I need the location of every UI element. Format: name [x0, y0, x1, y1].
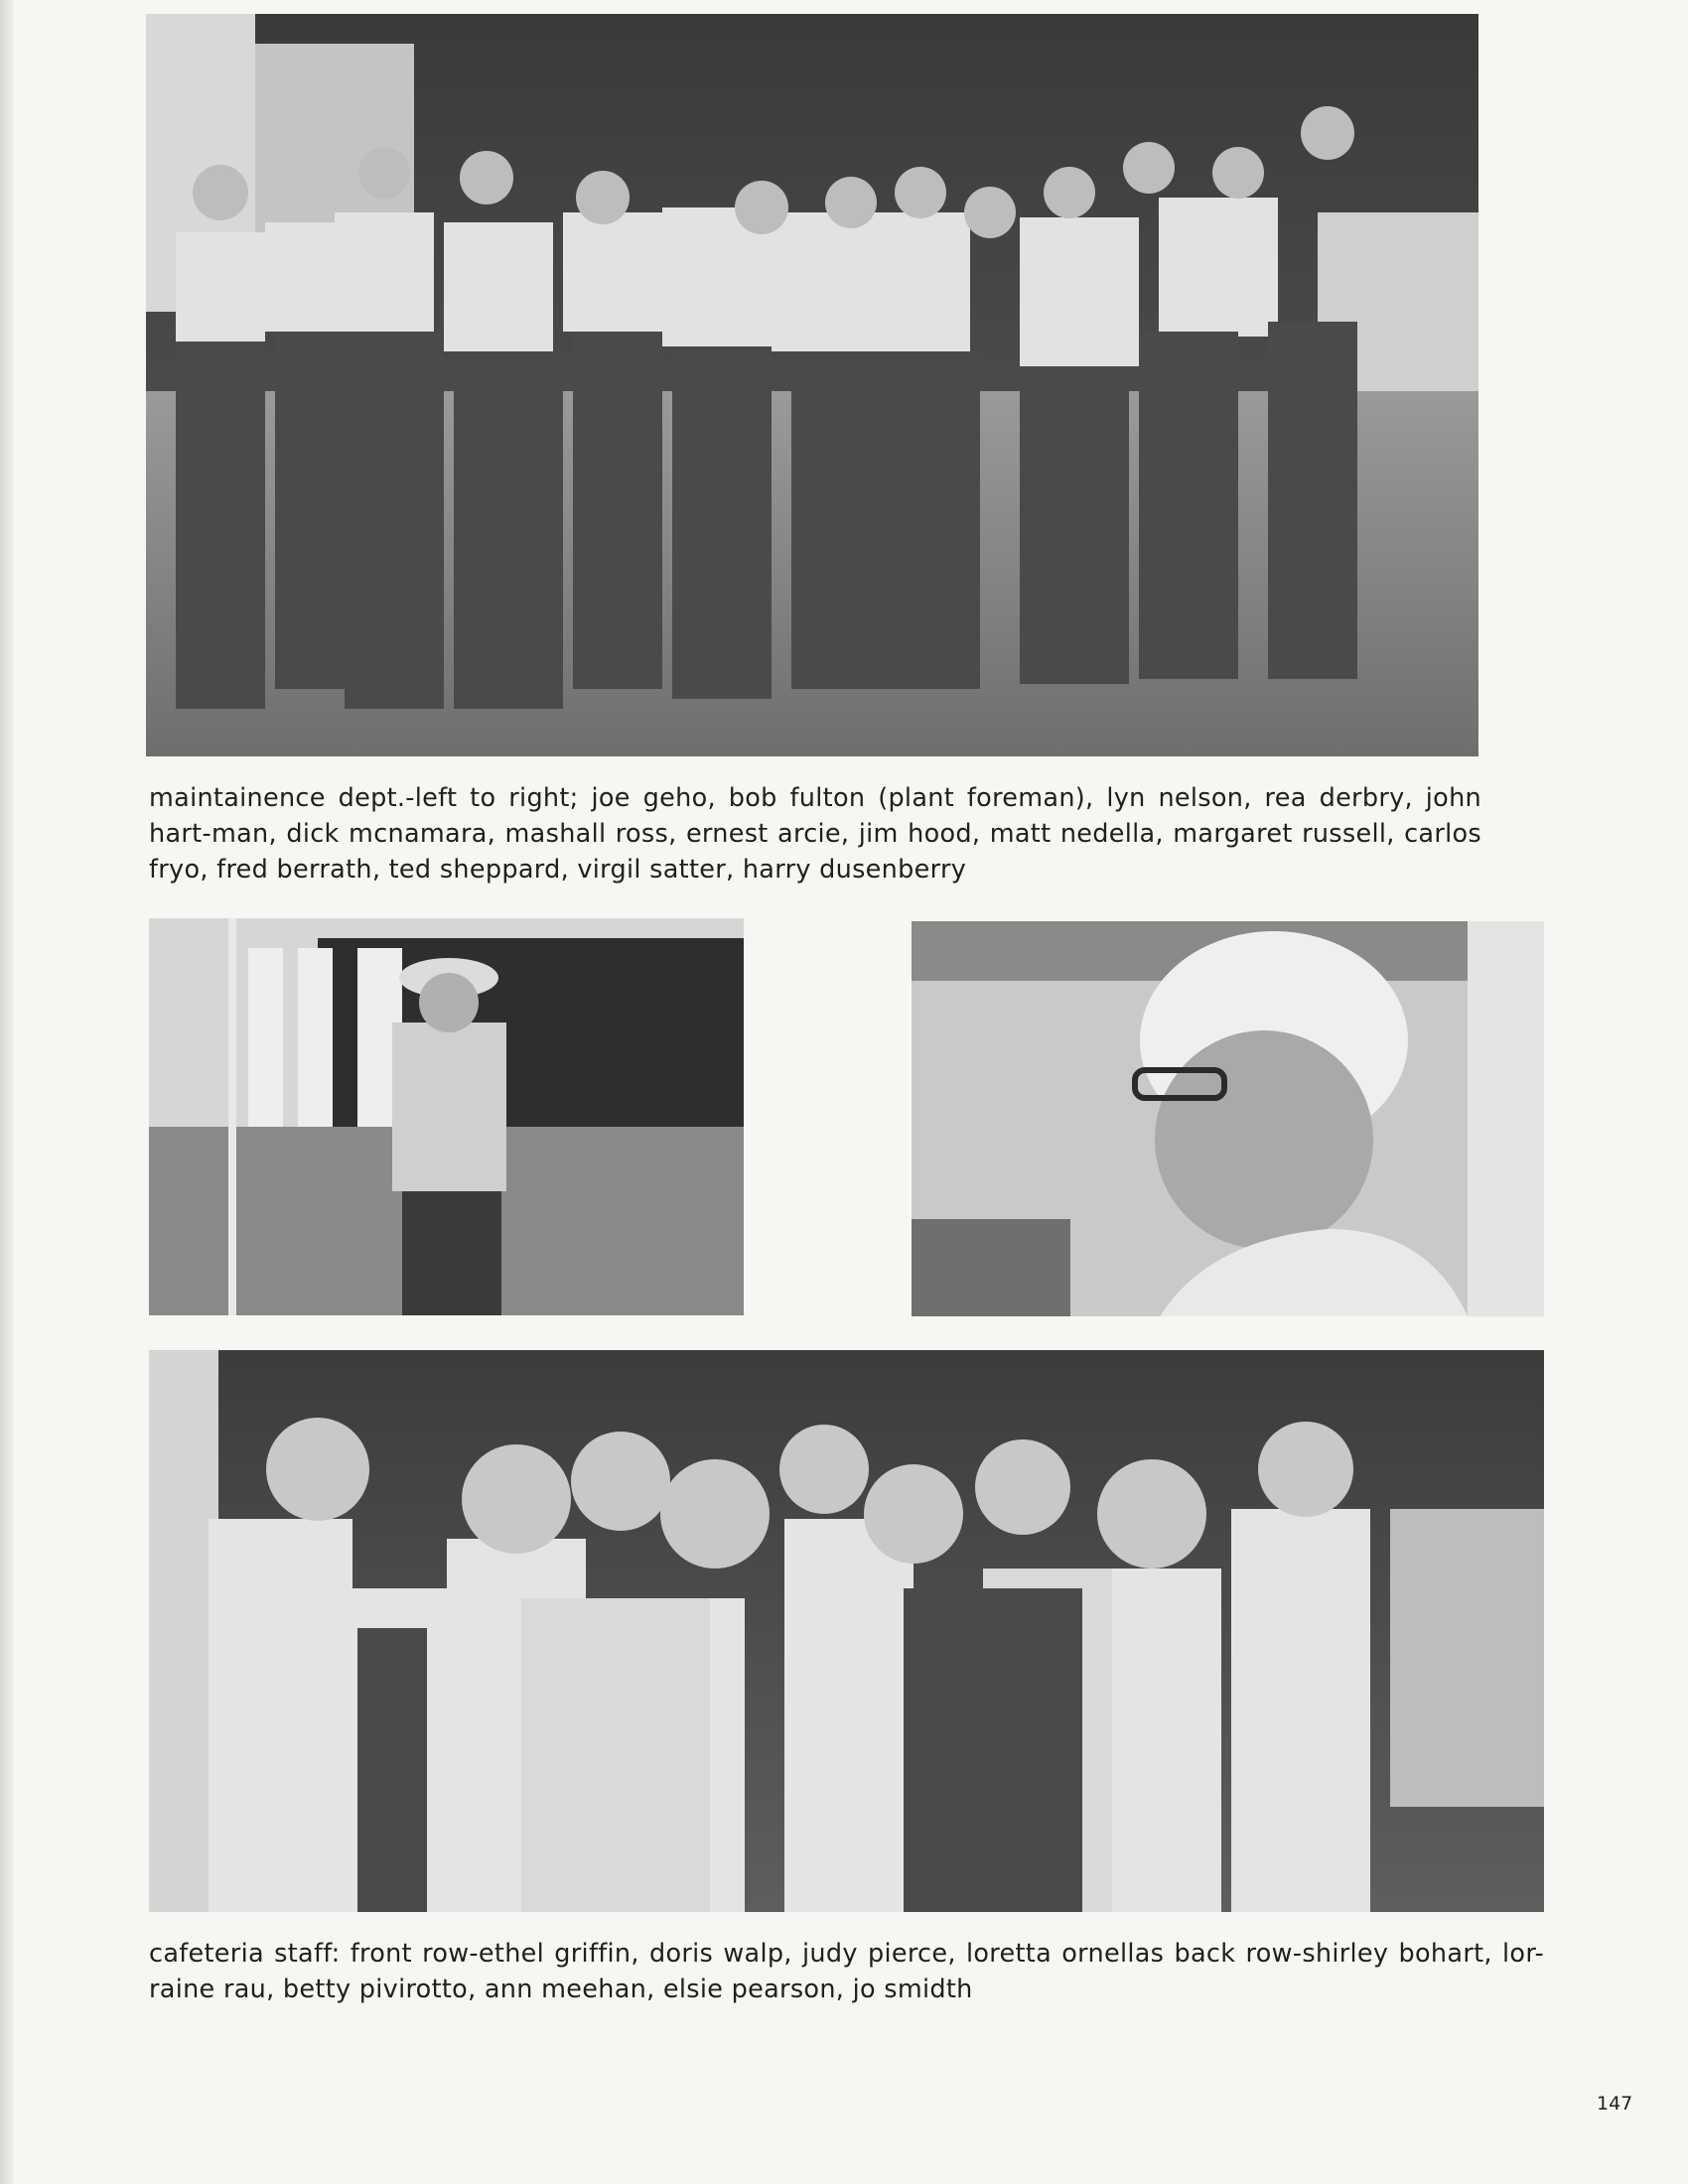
maintenance-caption: maintainence dept.-left to right; joe geho, bob fulton (plant foreman), lyn nelson, rea derbry, john hart-man, dick mcnamara, mashall ross, ernest arcie, jim hood, matt nedella, margaret russell, carlos fryo, fred berrath, ted sheppard, virgil satter, harry dusenberry [149, 783, 1481, 885]
cafeteria-group-photo [149, 1350, 1544, 1912]
man-in-hat-photo [149, 918, 744, 1315]
page-number: 147 [1597, 2093, 1633, 2115]
maintenance-group-photo [146, 14, 1478, 756]
woman-with-glasses-photo [912, 921, 1544, 1316]
cafeteria-caption: cafeteria staff: front row-ethel griffin, doris walp, judy pierce, loretta ornellas back row-shirley bohart, lor-raine rau, betty pivirotto, ann meehan, elsie pearson, jo smidth [149, 1939, 1544, 2004]
page-binding-edge [0, 0, 14, 2184]
